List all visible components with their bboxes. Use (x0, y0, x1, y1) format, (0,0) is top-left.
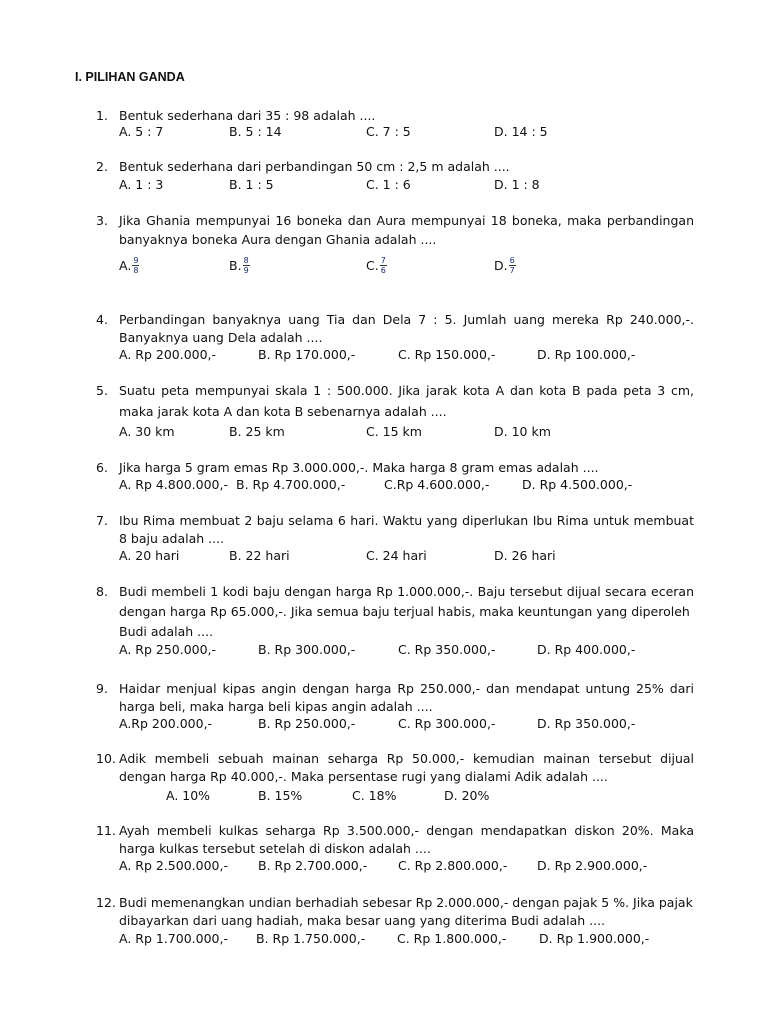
section-title: I. PILIHAN GANDA (75, 70, 185, 84)
answer-option: C. 1 : 6 (366, 177, 411, 192)
fraction-denominator: 8 (133, 266, 139, 275)
fraction (509, 256, 516, 275)
question-number: 6. (96, 460, 108, 475)
answer-option: A. 10% (166, 788, 211, 803)
answer-option: A. Rp 4.800.000,- (119, 477, 228, 492)
question-number: 5. (96, 383, 108, 398)
answer-option: D. 14 : 5 (494, 124, 548, 139)
answer-option: A. 20 hari (119, 548, 180, 563)
answer-option: D. 26 hari (494, 548, 556, 563)
option-label: C. (366, 258, 379, 273)
answer-option: C. Rp 150.000,- (398, 347, 496, 362)
fraction (132, 256, 139, 275)
fraction-numerator: 9 (133, 256, 139, 265)
question-number: 4. (96, 312, 108, 327)
answer-option: D. Rp 100.000,- (537, 347, 636, 362)
question-text: Banyaknya uang Dela adalah .... (119, 330, 323, 345)
answer-option: D. 10 km (494, 424, 551, 439)
answer-option: C. Rp 1.800.000,- (397, 931, 507, 946)
question-text: Adik membeli sebuah mainan seharga Rp 50.000,- kemudian mainan tersebut dijual (119, 751, 694, 766)
question-text: 8 baju adalah .... (119, 531, 225, 546)
question-text: Bentuk sederhana dari perbandingan 50 cm : 2,5 m adalah .... (119, 159, 510, 174)
question-text: maka jarak kota A dan kota B sebenarnya adalah .... (119, 404, 447, 419)
answer-option: A. 5 : 7 (119, 124, 164, 139)
answer-option: B. 25 km (229, 424, 285, 439)
answer-option: B. 1 : 5 (229, 177, 274, 192)
question-number: 3. (96, 213, 108, 228)
question-text: Suatu peta mempunyai skala 1 : 500.000. Jika jarak kota A dan kota B pada peta 3 cm, (119, 383, 694, 398)
answer-option: C. Rp 350.000,- (398, 642, 496, 657)
answer-option: A. Rp 250.000,- (119, 642, 217, 657)
option-label: D. (494, 258, 508, 273)
question-text: Ibu Rima membuat 2 baju selama 6 hari. Waktu yang diperlukan Ibu Rima untuk membuat (119, 513, 694, 528)
answer-option: C. 15 km (366, 424, 422, 439)
answer-option: B. Rp 2.700.000,- (258, 858, 368, 873)
answer-option: B. 15% (258, 788, 303, 803)
answer-option: B. 22 hari (229, 548, 290, 563)
question-text: Budi membeli 1 kodi baju dengan harga Rp 1.000.000,-. Baju tersebut dijual secara eceran (119, 584, 694, 599)
answer-option (494, 256, 516, 275)
answer-option: B. Rp 1.750.000,- (256, 931, 366, 946)
question-text: dengan harga Rp 40.000,-. Maka persentase rugi yang dialami Adik adalah .... (119, 769, 608, 784)
question-text: Budi adalah .... (119, 624, 214, 639)
question-text: harga beli, maka harga beli kipas angin adalah .... (119, 699, 433, 714)
fraction-denominator: 7 (509, 266, 515, 275)
answer-option: D. Rp 1.900.000,- (539, 931, 650, 946)
question-number: 2. (96, 159, 108, 174)
question-number: 7. (96, 513, 108, 528)
fraction-denominator: 9 (243, 266, 249, 275)
question-text: Ayah membeli kulkas seharga Rp 3.500.000,- dengan mendapatkan diskon 20%. Maka (119, 823, 694, 838)
fraction (243, 256, 250, 275)
answer-option: D. Rp 400.000,- (537, 642, 636, 657)
answer-option: D. 1 : 8 (494, 177, 540, 192)
fraction-numerator: 6 (509, 256, 515, 265)
answer-option: A.Rp 200.000,- (119, 716, 213, 731)
question-text: Haidar menjual kipas angin dengan harga Rp 250.000,- dan mendapat untung 25% dari (119, 681, 694, 696)
question-number: 10. (96, 751, 116, 766)
answer-option (229, 256, 250, 275)
answer-option: B. Rp 4.700.000,- (236, 477, 346, 492)
option-label: A. (119, 258, 132, 273)
question-text: Budi memenangkan undian berhadiah sebesar Rp 2.000.000,- dengan pajak 5 %. Jika pajak (119, 895, 693, 910)
answer-option: D. Rp 350.000,- (537, 716, 636, 731)
fraction-numerator: 7 (380, 256, 386, 265)
answer-option: B. Rp 250.000,- (258, 716, 356, 731)
answer-option: C.Rp 4.600.000,- (384, 477, 490, 492)
answer-option: A. 30 km (119, 424, 175, 439)
answer-option (366, 256, 387, 275)
fraction-numerator: 8 (243, 256, 249, 265)
answer-option: C. 7 : 5 (366, 124, 411, 139)
option-label: B. (229, 258, 242, 273)
question-text: dibayarkan dari uang hadiah, maka besar uang yang diterima Budi adalah .... (119, 913, 606, 928)
question-text: banyaknya boneka Aura dengan Ghania adalah .... (119, 232, 437, 247)
question-number: 9. (96, 681, 108, 696)
question-number: 1. (96, 108, 108, 123)
answer-option: A. Rp 1.700.000,- (119, 931, 228, 946)
fraction (380, 256, 387, 275)
answer-option: A. Rp 2.500.000,- (119, 858, 228, 873)
question-number: 8. (96, 584, 108, 599)
question-text: harga kulkas tersebut setelah di diskon adalah .... (119, 841, 431, 856)
question-number: 12. (96, 895, 116, 910)
answer-option: C. Rp 2.800.000,- (398, 858, 508, 873)
question-text: dengan harga Rp 65.000,-. Jika semua baju terjual habis, maka keuntungan yang diperoleh (119, 604, 690, 619)
fraction-denominator: 6 (380, 266, 386, 275)
answer-option: D. 20% (444, 788, 490, 803)
answer-option: C. 24 hari (366, 548, 427, 563)
answer-option: A. Rp 200.000,- (119, 347, 217, 362)
answer-option: D. Rp 4.500.000,- (522, 477, 633, 492)
answer-option (119, 256, 139, 275)
question-number: 11. (96, 823, 116, 838)
answer-option: B. Rp 300.000,- (258, 642, 356, 657)
answer-option: B. 5 : 14 (229, 124, 282, 139)
answer-option: A. 1 : 3 (119, 177, 164, 192)
answer-option: D. Rp 2.900.000,- (537, 858, 648, 873)
question-text: Jika Ghania mempunyai 16 boneka dan Aura mempunyai 18 boneka, maka perbandingan (119, 213, 694, 228)
answer-option: B. Rp 170.000,- (258, 347, 356, 362)
question-text: Perbandingan banyaknya uang Tia dan Dela 7 : 5. Jumlah uang mereka Rp 240.000,-. (119, 312, 694, 327)
question-text: Bentuk sederhana dari 35 : 98 adalah .... (119, 108, 376, 123)
answer-option: C. Rp 300.000,- (398, 716, 496, 731)
answer-option: C. 18% (352, 788, 397, 803)
question-text: Jika harga 5 gram emas Rp 3.000.000,-. Maka harga 8 gram emas adalah .... (119, 460, 599, 475)
